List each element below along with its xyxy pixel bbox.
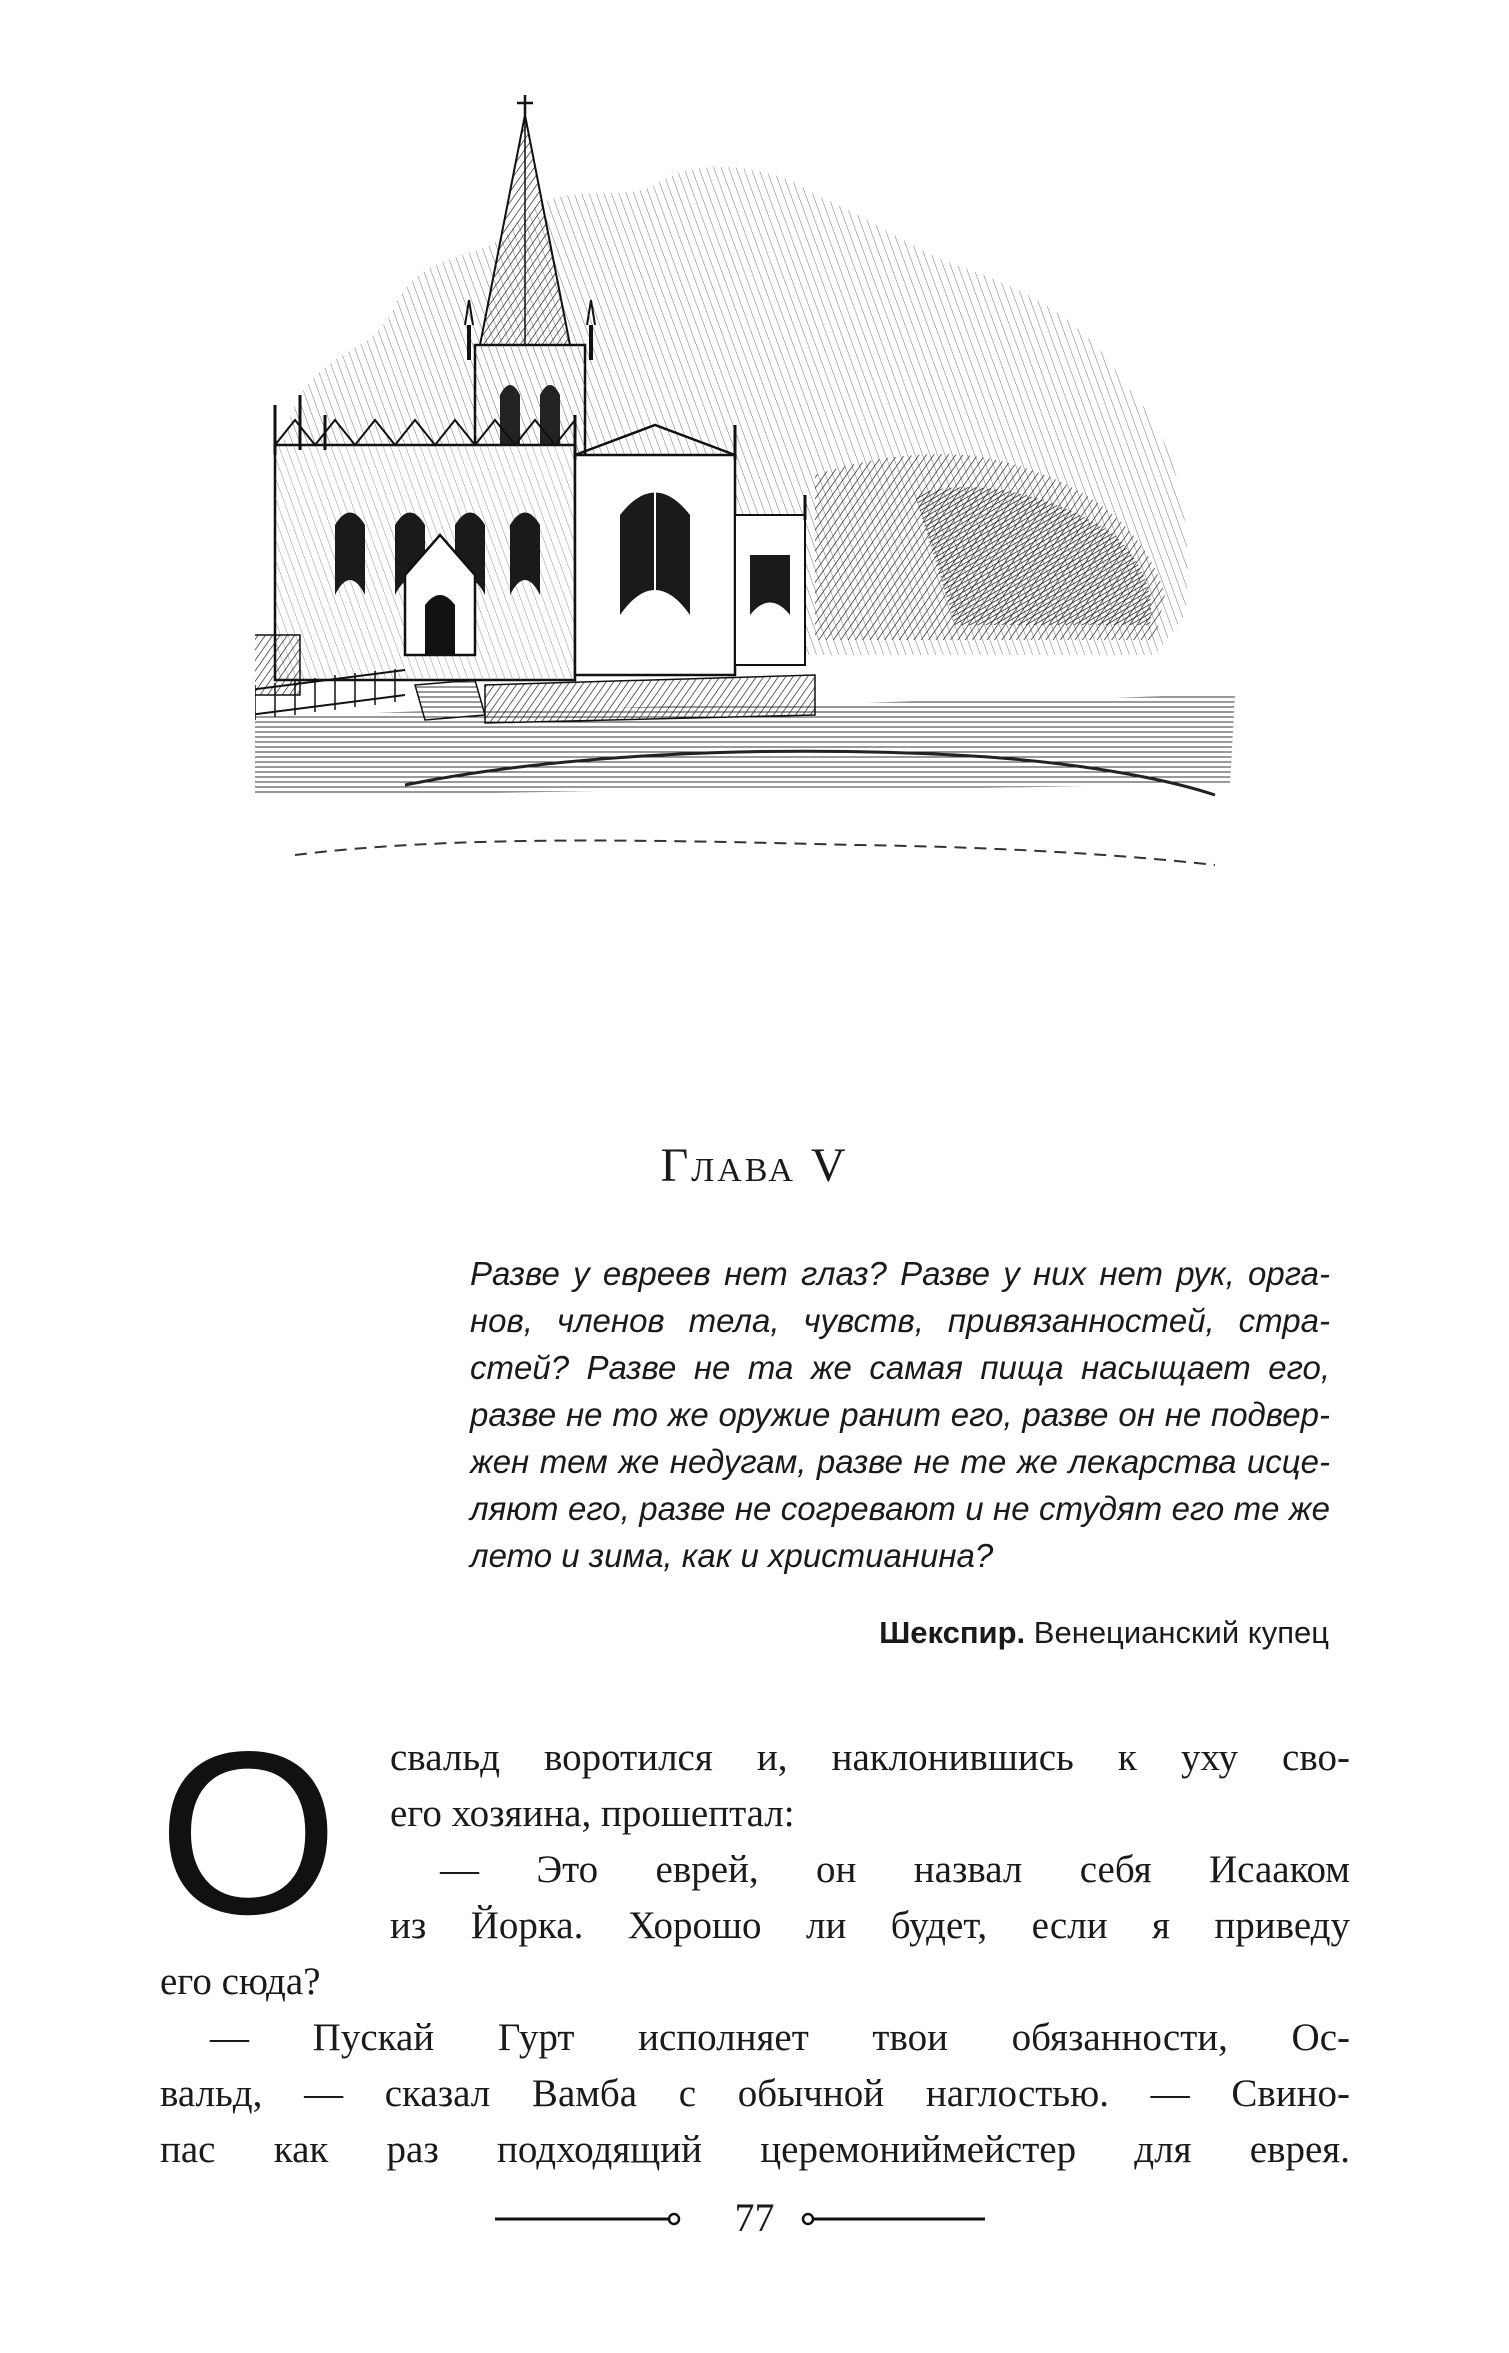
body-line: свальд воротился и, наклонившись к уху сво- (390, 1736, 1350, 1779)
epigraph-line: лето и зима, как и христианина? (470, 1537, 994, 1574)
epigraph-line: стей? Разве не та же самая пища насыщает его, (470, 1349, 1330, 1386)
epigraph-line: разве не то же оружие ранит его, разве он не подвер- (470, 1396, 1330, 1433)
epigraph-author: Шекспир. (879, 1615, 1026, 1650)
body-line: его сюда? (160, 1960, 321, 2003)
epigraph-line: ляют его, разве не согревают и не студят его те же (470, 1490, 1330, 1527)
chapter-title: Глава V (660, 1139, 849, 1192)
epigraph (470, 1250, 1330, 1579)
body-line: пас как раз подходящий церемониймейстер для еврея. (160, 2128, 1350, 2171)
epigraph-line: Разве у евреев нет глаз? Разве у них нет рук, орга- (470, 1255, 1330, 1292)
body-line: его хозяина, прошептал: (390, 1792, 795, 1835)
church-engraving-illustration (255, 95, 1235, 1070)
epigraph-line: нов, членов тела, чувств, привязанностей, стра- (470, 1302, 1330, 1339)
page-footer (0, 2195, 1509, 2245)
drop-cap: О (158, 1704, 339, 1963)
epigraph-line: жен тем же недугам, разве не те же лекарства исце- (470, 1443, 1330, 1480)
body-line: из Йорка. Хорошо ли будет, если я приведу (390, 1904, 1350, 1947)
page-number: 77 (734, 2195, 775, 2240)
epigraph-work: Венецианский купец (1033, 1615, 1329, 1650)
body-line: — Это еврей, он назвал себя Исааком (440, 1848, 1350, 1891)
body-line: вальд, — сказал Вамба с обычной наглостью. — Свино- (160, 2072, 1350, 2115)
epigraph-attribution (879, 1615, 1329, 1651)
body-line: — Пускай Гурт исполняет твои обязанности, Ос- (210, 2016, 1350, 2059)
